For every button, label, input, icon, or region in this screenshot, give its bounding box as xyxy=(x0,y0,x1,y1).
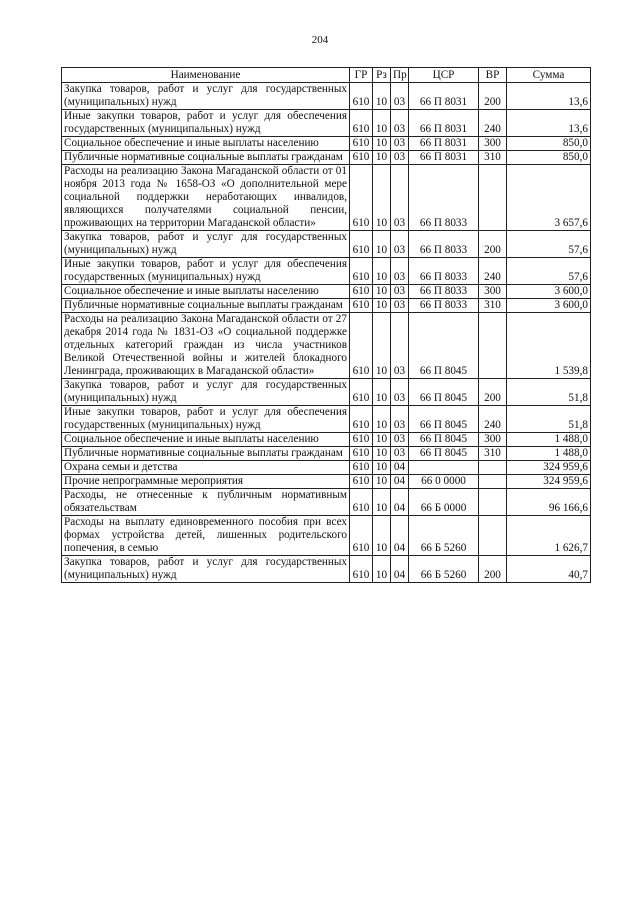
cell-sum: 40,7 xyxy=(507,556,591,583)
cell-pr: 03 xyxy=(391,379,409,406)
header-sum: Сумма xyxy=(507,68,591,83)
table-row xyxy=(62,406,591,433)
cell-gr: 610 xyxy=(350,516,373,556)
table-row xyxy=(62,475,591,489)
cell-gr: 610 xyxy=(350,110,373,137)
table-body xyxy=(62,83,591,583)
cell-csr: 66 П 8031 xyxy=(409,151,479,165)
cell-csr: 66 П 8045 xyxy=(409,433,479,447)
table-row xyxy=(62,313,591,379)
cell-sum: 1 626,7 xyxy=(507,516,591,556)
table-row xyxy=(62,110,591,137)
cell-name: Иные закупки товаров, работ и услуг для обеспечения государственных (муниципальных) нужд xyxy=(62,406,350,433)
cell-gr: 610 xyxy=(350,447,373,461)
cell-vr: 240 xyxy=(479,406,507,433)
table-row xyxy=(62,556,591,583)
cell-rz: 10 xyxy=(373,447,391,461)
cell-vr: 310 xyxy=(479,299,507,313)
table-row xyxy=(62,516,591,556)
cell-vr: 300 xyxy=(479,137,507,151)
cell-name: Социальное обеспечение и иные выплаты населению xyxy=(62,285,350,299)
cell-csr: 66 Б 0000 xyxy=(409,489,479,516)
cell-pr: 04 xyxy=(391,516,409,556)
cell-sum: 57,6 xyxy=(507,258,591,285)
page-number: 204 xyxy=(311,34,329,46)
cell-csr: 66 0 0000 xyxy=(409,475,479,489)
cell-gr: 610 xyxy=(350,475,373,489)
cell-gr: 610 xyxy=(350,137,373,151)
cell-gr: 610 xyxy=(350,556,373,583)
header-name: Наименование xyxy=(62,68,350,83)
header-gr: ГР xyxy=(350,68,373,83)
header-rz: Рз xyxy=(373,68,391,83)
header-pr: Пр xyxy=(391,68,409,83)
cell-csr: 66 Б 5260 xyxy=(409,556,479,583)
cell-gr: 610 xyxy=(350,151,373,165)
cell-name: Социальное обеспечение и иные выплаты населению xyxy=(62,433,350,447)
cell-vr: 310 xyxy=(479,447,507,461)
cell-vr: 200 xyxy=(479,379,507,406)
cell-pr: 03 xyxy=(391,231,409,258)
cell-sum: 3 600,0 xyxy=(507,285,591,299)
cell-rz: 10 xyxy=(373,165,391,231)
cell-vr: 310 xyxy=(479,151,507,165)
cell-sum: 1 488,0 xyxy=(507,447,591,461)
cell-vr xyxy=(479,165,507,231)
cell-rz: 10 xyxy=(373,516,391,556)
cell-pr: 03 xyxy=(391,433,409,447)
cell-vr: 200 xyxy=(479,556,507,583)
cell-csr: 66 П 8033 xyxy=(409,285,479,299)
cell-name: Прочие непрограммные мероприятия xyxy=(62,475,350,489)
cell-rz: 10 xyxy=(373,151,391,165)
table-row xyxy=(62,433,591,447)
cell-sum: 850,0 xyxy=(507,137,591,151)
table-row xyxy=(62,379,591,406)
cell-gr: 610 xyxy=(350,433,373,447)
table-row xyxy=(62,83,591,110)
cell-name: Публичные нормативные социальные выплаты гражданам xyxy=(62,151,350,165)
cell-gr: 610 xyxy=(350,258,373,285)
cell-vr xyxy=(479,313,507,379)
cell-csr: 66 П 8033 xyxy=(409,258,479,285)
cell-csr: 66 П 8033 xyxy=(409,165,479,231)
cell-pr: 04 xyxy=(391,475,409,489)
cell-csr: 66 П 8031 xyxy=(409,83,479,110)
cell-pr: 03 xyxy=(391,165,409,231)
budget-table xyxy=(61,67,591,583)
cell-gr: 610 xyxy=(350,313,373,379)
cell-rz: 10 xyxy=(373,475,391,489)
cell-pr: 03 xyxy=(391,447,409,461)
cell-vr xyxy=(479,489,507,516)
table-row xyxy=(62,258,591,285)
cell-gr: 610 xyxy=(350,83,373,110)
cell-gr: 610 xyxy=(350,165,373,231)
cell-name: Расходы, не отнесенные к публичным нормативным обязательствам xyxy=(62,489,350,516)
cell-name: Охрана семьи и детства xyxy=(62,461,350,475)
cell-sum: 96 166,6 xyxy=(507,489,591,516)
cell-sum: 13,6 xyxy=(507,110,591,137)
table-row xyxy=(62,447,591,461)
header-vr: ВР xyxy=(479,68,507,83)
cell-rz: 10 xyxy=(373,406,391,433)
cell-rz: 10 xyxy=(373,137,391,151)
cell-csr: 66 П 8045 xyxy=(409,313,479,379)
cell-sum: 1 539,8 xyxy=(507,313,591,379)
cell-rz: 10 xyxy=(373,313,391,379)
table-row xyxy=(62,137,591,151)
cell-vr xyxy=(479,516,507,556)
cell-name: Расходы на реализацию Закона Магаданской области от 01 ноября 2013 года № 1658-ОЗ «О дополнительной мере социальной поддержки неработающих инвалидов, являющихся получателями социальной пенсии, проживающих на территории Магаданской области» xyxy=(62,165,350,231)
cell-gr: 610 xyxy=(350,285,373,299)
cell-vr: 240 xyxy=(479,110,507,137)
cell-vr: 300 xyxy=(479,433,507,447)
cell-name: Публичные нормативные социальные выплаты гражданам xyxy=(62,447,350,461)
cell-sum: 1 488,0 xyxy=(507,433,591,447)
cell-rz: 10 xyxy=(373,556,391,583)
cell-pr: 04 xyxy=(391,556,409,583)
cell-gr: 610 xyxy=(350,489,373,516)
cell-csr: 66 П 8033 xyxy=(409,299,479,313)
cell-rz: 10 xyxy=(373,299,391,313)
cell-name: Расходы на реализацию Закона Магаданской области от 27 декабря 2014 года № 1831-ОЗ «О социальной поддержке отдельных категорий граждан из числа участников Великой Отечественной войны и жителей блокадного Ленинграда, проживающих в Магаданской области» xyxy=(62,313,350,379)
cell-rz: 10 xyxy=(373,231,391,258)
cell-pr: 03 xyxy=(391,110,409,137)
cell-name: Иные закупки товаров, работ и услуг для обеспечения государственных (муниципальных) нужд xyxy=(62,110,350,137)
cell-csr: 66 П 8045 xyxy=(409,379,479,406)
cell-name: Закупка товаров, работ и услуг для государственных (муниципальных) нужд xyxy=(62,379,350,406)
cell-gr: 610 xyxy=(350,379,373,406)
cell-csr: 66 П 8045 xyxy=(409,447,479,461)
cell-name: Иные закупки товаров, работ и услуг для обеспечения государственных (муниципальных) нужд xyxy=(62,258,350,285)
header-row xyxy=(62,68,591,83)
cell-gr: 610 xyxy=(350,406,373,433)
cell-vr: 200 xyxy=(479,231,507,258)
cell-vr xyxy=(479,475,507,489)
cell-name: Закупка товаров, работ и услуг для государственных (муниципальных) нужд xyxy=(62,83,350,110)
table-row xyxy=(62,461,591,475)
cell-rz: 10 xyxy=(373,83,391,110)
cell-csr: 66 П 8031 xyxy=(409,110,479,137)
cell-sum: 324 959,6 xyxy=(507,475,591,489)
cell-rz: 10 xyxy=(373,379,391,406)
table-header xyxy=(62,68,591,83)
cell-pr: 03 xyxy=(391,83,409,110)
cell-name: Расходы на выплату единовременного пособия при всех формах устройства детей, лишенных родительского попечения, в семью xyxy=(62,516,350,556)
cell-vr xyxy=(479,461,507,475)
cell-csr: 66 П 8045 xyxy=(409,406,479,433)
header-csr: ЦСР xyxy=(409,68,479,83)
table-row xyxy=(62,299,591,313)
table-row xyxy=(62,151,591,165)
cell-pr: 03 xyxy=(391,299,409,313)
table-row xyxy=(62,285,591,299)
cell-pr: 03 xyxy=(391,137,409,151)
cell-sum: 51,8 xyxy=(507,379,591,406)
cell-gr: 610 xyxy=(350,231,373,258)
cell-sum: 51,8 xyxy=(507,406,591,433)
table-row xyxy=(62,231,591,258)
cell-pr: 03 xyxy=(391,258,409,285)
cell-sum: 324 959,6 xyxy=(507,461,591,475)
cell-gr: 610 xyxy=(350,461,373,475)
cell-sum: 3 600,0 xyxy=(507,299,591,313)
cell-csr: 66 Б 5260 xyxy=(409,516,479,556)
cell-pr: 03 xyxy=(391,285,409,299)
cell-rz: 10 xyxy=(373,489,391,516)
cell-pr: 03 xyxy=(391,406,409,433)
cell-csr: 66 П 8033 xyxy=(409,231,479,258)
table-row xyxy=(62,165,591,231)
cell-pr: 03 xyxy=(391,151,409,165)
cell-vr: 300 xyxy=(479,285,507,299)
cell-name: Социальное обеспечение и иные выплаты населению xyxy=(62,137,350,151)
cell-rz: 10 xyxy=(373,461,391,475)
cell-pr: 03 xyxy=(391,313,409,379)
cell-vr: 240 xyxy=(479,258,507,285)
cell-csr: 66 П 8031 xyxy=(409,137,479,151)
cell-vr: 200 xyxy=(479,83,507,110)
cell-sum: 3 657,6 xyxy=(507,165,591,231)
cell-name: Закупка товаров, работ и услуг для государственных (муниципальных) нужд xyxy=(62,556,350,583)
cell-name: Публичные нормативные социальные выплаты гражданам xyxy=(62,299,350,313)
cell-sum: 57,6 xyxy=(507,231,591,258)
cell-rz: 10 xyxy=(373,285,391,299)
cell-sum: 13,6 xyxy=(507,83,591,110)
cell-name: Закупка товаров, работ и услуг для государственных (муниципальных) нужд xyxy=(62,231,350,258)
cell-pr: 04 xyxy=(391,489,409,516)
cell-rz: 10 xyxy=(373,110,391,137)
cell-rz: 10 xyxy=(373,433,391,447)
cell-rz: 10 xyxy=(373,258,391,285)
cell-csr xyxy=(409,461,479,475)
table-row xyxy=(62,489,591,516)
cell-sum: 850,0 xyxy=(507,151,591,165)
cell-pr: 04 xyxy=(391,461,409,475)
cell-gr: 610 xyxy=(350,299,373,313)
